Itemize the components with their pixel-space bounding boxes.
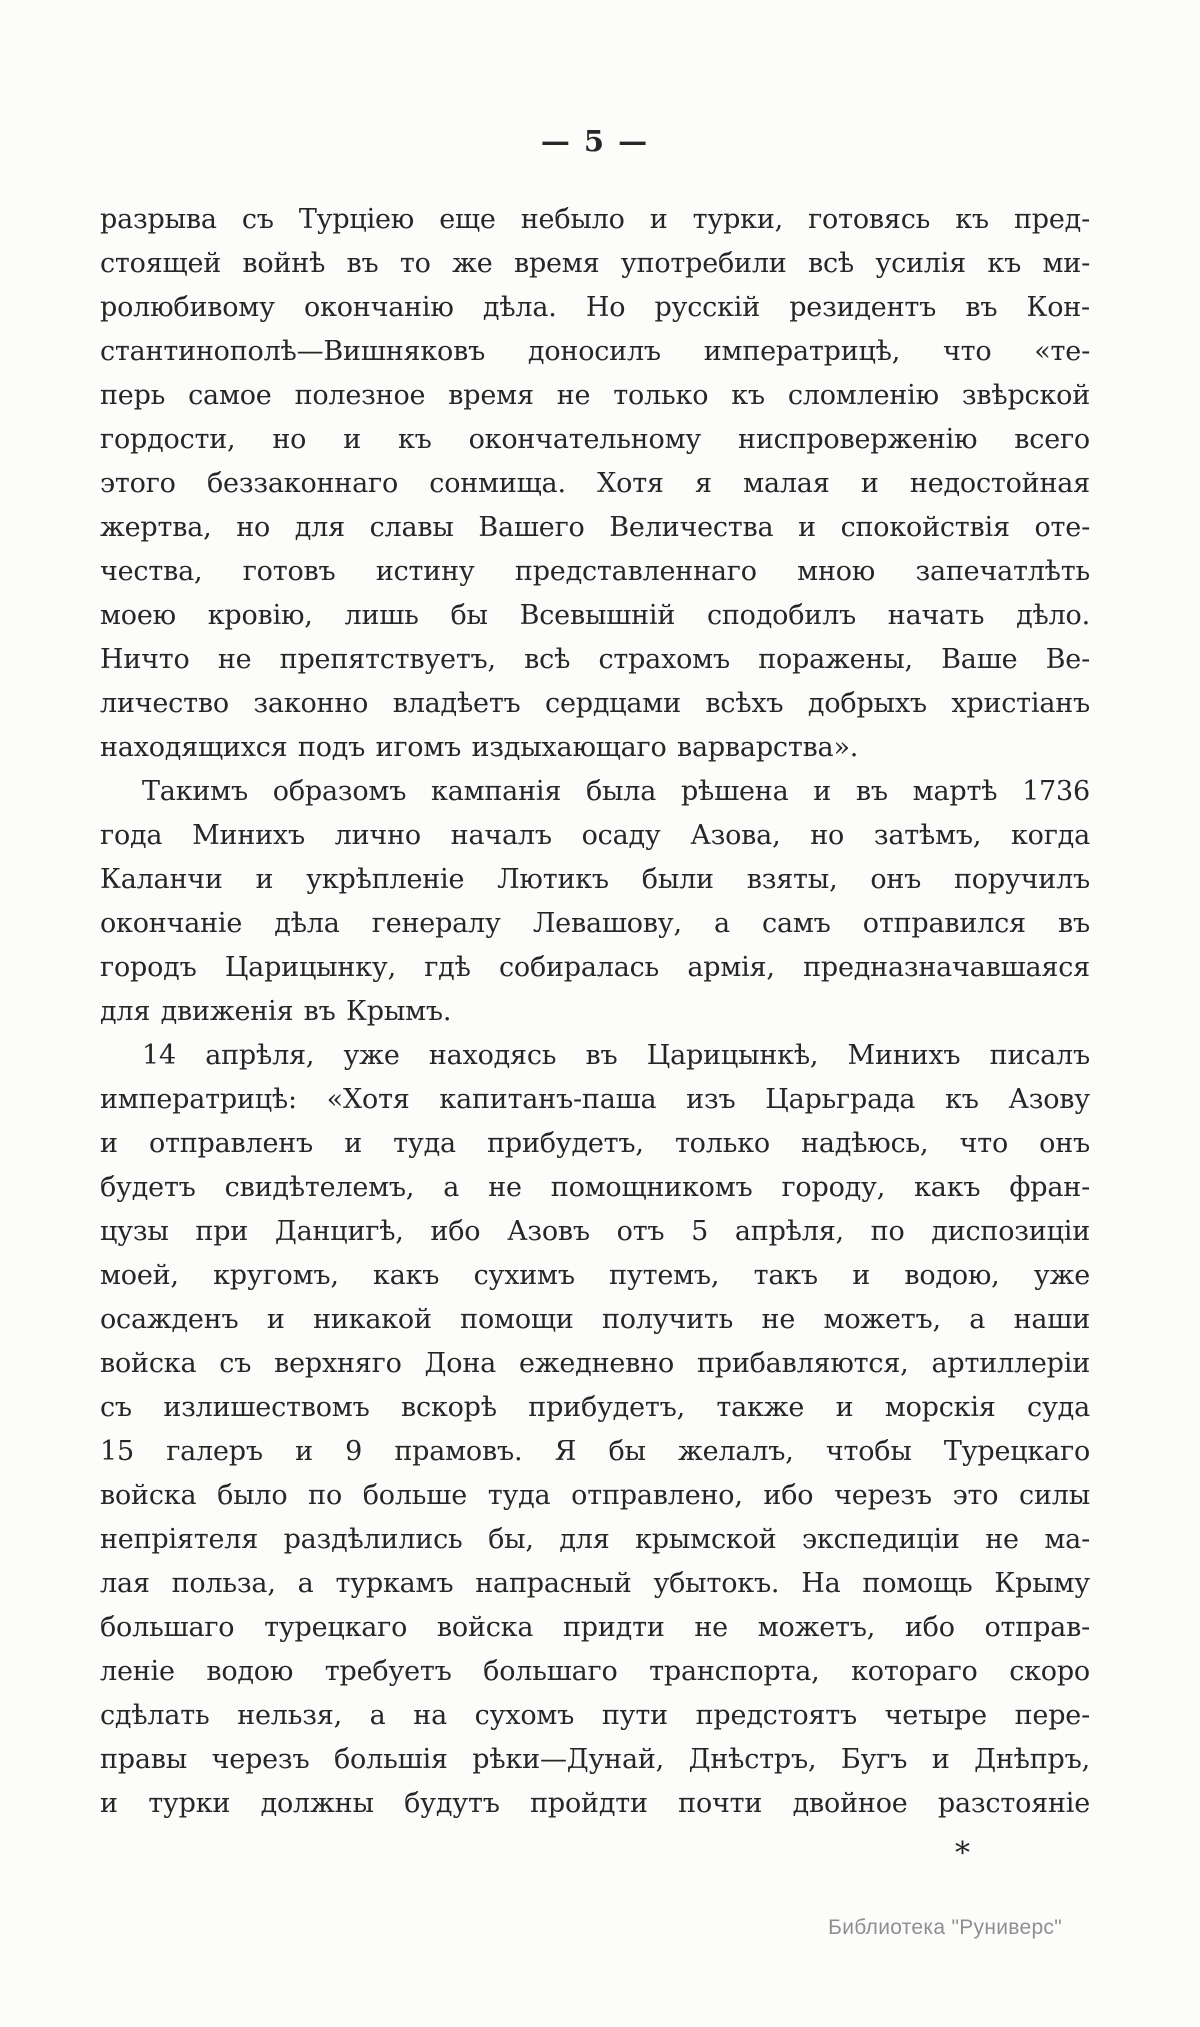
text-line: леніе водою требуетъ большаго транспорта, котораго скоро [100, 1656, 1090, 1687]
text-line: ролюбивому окончанію дѣла. Но русскій резидентъ въ Кон- [100, 292, 1090, 323]
footnote-asterisk: * [955, 1836, 970, 1871]
text-line: для движенія въ Крымъ. [100, 996, 452, 1027]
text-line: моею кровію, лишь бы Всевышній сподобилъ начать дѣло. [100, 600, 1090, 631]
text-line: Такимъ образомъ кампанія была рѣшена и въ мартѣ 1736 [142, 776, 1090, 807]
text-line: личество законно владѣетъ сердцами всѣхъ добрыхъ христіанъ [100, 688, 1090, 719]
text-line: съ излишествомъ вскорѣ прибудетъ, также и морскія суда [100, 1392, 1090, 1423]
text-line: и турки должны будутъ пройдти почти двойное разстояніе [100, 1788, 1090, 1819]
text-line: императрицѣ: «Хотя капитанъ-паша изъ Царьграда къ Азову [100, 1084, 1090, 1115]
paragraph [100, 1034, 1090, 1826]
text-line: Ничто не препятствуетъ, всѣ страхомъ поражены, Ваше Ве- [100, 644, 1090, 675]
text-line: гордости, но и къ окончательному ниспроверженію всего [100, 424, 1090, 455]
text-line: моей, кругомъ, какъ сухимъ путемъ, такъ и водою, уже [100, 1260, 1090, 1291]
text-line: правы черезъ большія рѣки—Дунай, Днѣстръ, Бугъ и Днѣпръ, [100, 1744, 1090, 1775]
text-line: будетъ свидѣтелемъ, а не помощникомъ городу, какъ фран- [100, 1172, 1090, 1203]
text-line: и отправленъ и туда прибудетъ, только надѣюсь, что онъ [100, 1128, 1090, 1159]
text-line: Каланчи и укрѣпленіе Лютикъ были взяты, онъ поручилъ [100, 864, 1090, 895]
text-line: 15 галеръ и 9 прамовъ. Я бы желалъ, чтобы Турецкаго [100, 1436, 1090, 1467]
text-line: находящихся подъ игомъ издыхающаго варварства». [100, 732, 859, 763]
text-line: жертва, но для славы Вашего Величества и спокойствія оте- [100, 512, 1090, 543]
text-line: войска было по больше туда отправлено, ибо черезъ это силы [100, 1480, 1090, 1511]
text-line: стантинополѣ—Вишняковъ доносилъ императрицѣ, что «те- [100, 336, 1090, 367]
paragraph [100, 770, 1090, 1034]
text-line: непріятеля раздѣлились бы, для крымской экспедиціи не ма- [100, 1524, 1090, 1555]
paragraph [100, 198, 1090, 770]
text-line: цузы при Данцигѣ, ибо Азовъ отъ 5 апрѣля, по диспозиціи [100, 1216, 1090, 1247]
text-line: перь самое полезное время не только къ сломленію звѣрской [100, 380, 1090, 411]
text-line: разрыва съ Турціею еще небыло и турки, готовясь къ пред- [100, 204, 1090, 235]
text-line: большаго турецкаго войска придти не можетъ, ибо отправ- [100, 1612, 1090, 1643]
text-line: года Минихъ лично началъ осаду Азова, но затѣмъ, когда [100, 820, 1090, 851]
library-watermark: Библиотека "Руниверс" [828, 1916, 1062, 1939]
text-block [100, 198, 1090, 1826]
text-line: городъ Царицынку, гдѣ собиралась армія, предназначавшаяся [100, 952, 1090, 983]
text-line: осажденъ и никакой помощи получить не можетъ, а наши [100, 1304, 1090, 1335]
text-line: сдѣлать нельзя, а на сухомъ пути предстоятъ четыре пере- [100, 1700, 1090, 1731]
text-line: войска съ верхняго Дона ежедневно прибавляются, артиллеріи [100, 1348, 1090, 1379]
text-line: 14 апрѣля, уже находясь въ Царицынкѣ, Минихъ писалъ [142, 1040, 1090, 1071]
page-number: — 5 — [540, 124, 650, 158]
text-line: чества, готовъ истину представленнаго мною запечатлѣть [100, 556, 1090, 587]
text-line: стоящей войнѣ въ то же время употребили всѣ усилія къ ми- [100, 248, 1090, 279]
text-line: лая польза, а туркамъ напрасный убытокъ. На помощь Крыму [100, 1568, 1090, 1599]
text-line: этого беззаконнаго сонмища. Хотя я малая и недостойная [100, 468, 1090, 499]
text-line: окончаніе дѣла генералу Левашову, а самъ отправился въ [100, 908, 1090, 939]
